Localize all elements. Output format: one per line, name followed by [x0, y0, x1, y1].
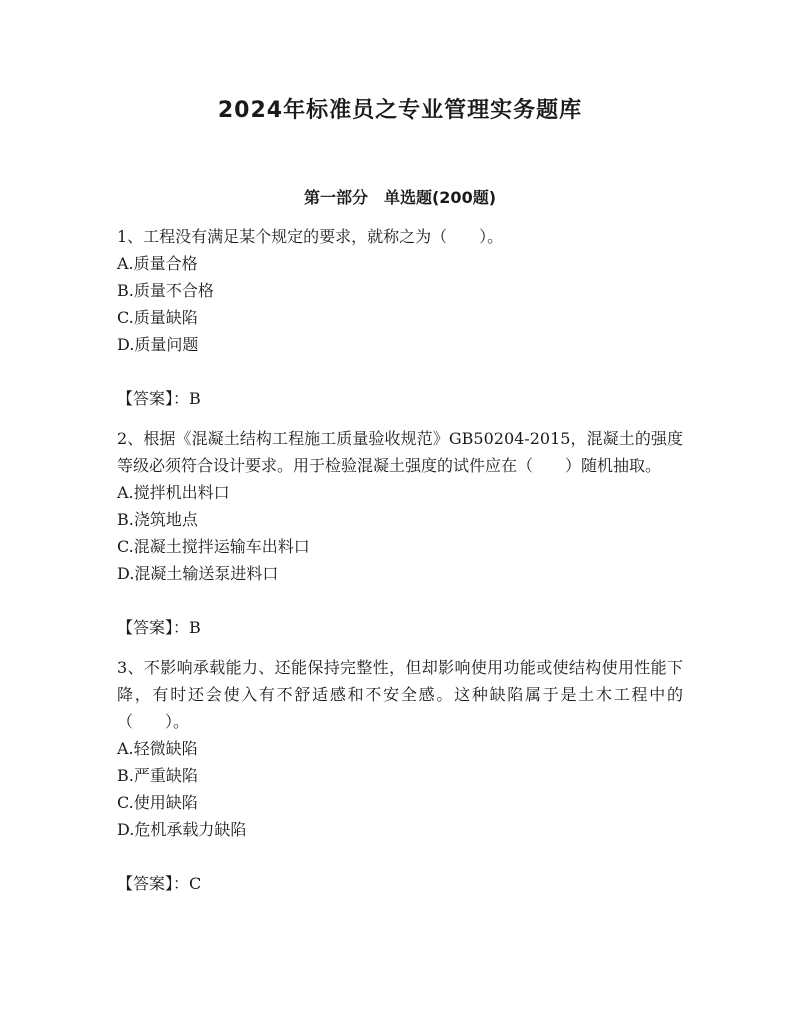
option-c: C.混凝土搅拌运输车出料口	[117, 537, 310, 556]
answer-value: C	[189, 874, 202, 893]
option-d: D.危机承载力缺陷	[117, 820, 247, 839]
option-c: C.使用缺陷	[117, 793, 198, 812]
question-stem: 1、工程没有满足某个规定的要求，就称之为（ ）。	[117, 227, 504, 246]
question-stem: 3、不影响承载能力、还能保持完整性，但却影响使用功能或使结构使用性能下降，有时还会使入有不舒适感和不安全感。这种缺陷属于是土木工程中的（ ）。	[117, 658, 683, 731]
option-a: A.搅拌机出料口	[117, 483, 230, 502]
question-1	[117, 223, 683, 412]
answer-line	[117, 385, 683, 412]
answer-label: 【答案】：	[117, 618, 190, 637]
option-b: B.严重缺陷	[117, 766, 198, 785]
option-a: A.轻微缺陷	[117, 739, 198, 758]
option-b: B.浇筑地点	[117, 510, 198, 529]
option-a: A.质量合格	[117, 254, 198, 273]
answer-line	[117, 870, 683, 897]
answer-value: B	[189, 389, 201, 408]
option-c: C.质量缺陷	[117, 308, 198, 327]
option-d: D.质量问题	[117, 335, 199, 354]
question-list	[117, 223, 683, 910]
option-d: D.混凝土输送泵进料口	[117, 564, 279, 583]
answer-value: B	[189, 618, 201, 637]
question-2	[117, 425, 683, 641]
section-heading: 第一部分 单选题(200题)	[303, 188, 497, 207]
answer-label: 【答案】：	[117, 389, 190, 408]
question-stem: 2、根据《混凝土结构工程施工质量验收规范》GB50204-2015，混凝土的强度等级必须符合设计要求。用于检验混凝土强度的试件应在（ ）随机抽取。	[117, 429, 683, 475]
answer-line	[117, 614, 683, 641]
question-3	[117, 654, 683, 897]
answer-label: 【答案】：	[117, 874, 190, 893]
option-b: B.质量不合格	[117, 281, 214, 300]
document-title: 2024年标准员之专业管理实务题库	[217, 98, 583, 123]
